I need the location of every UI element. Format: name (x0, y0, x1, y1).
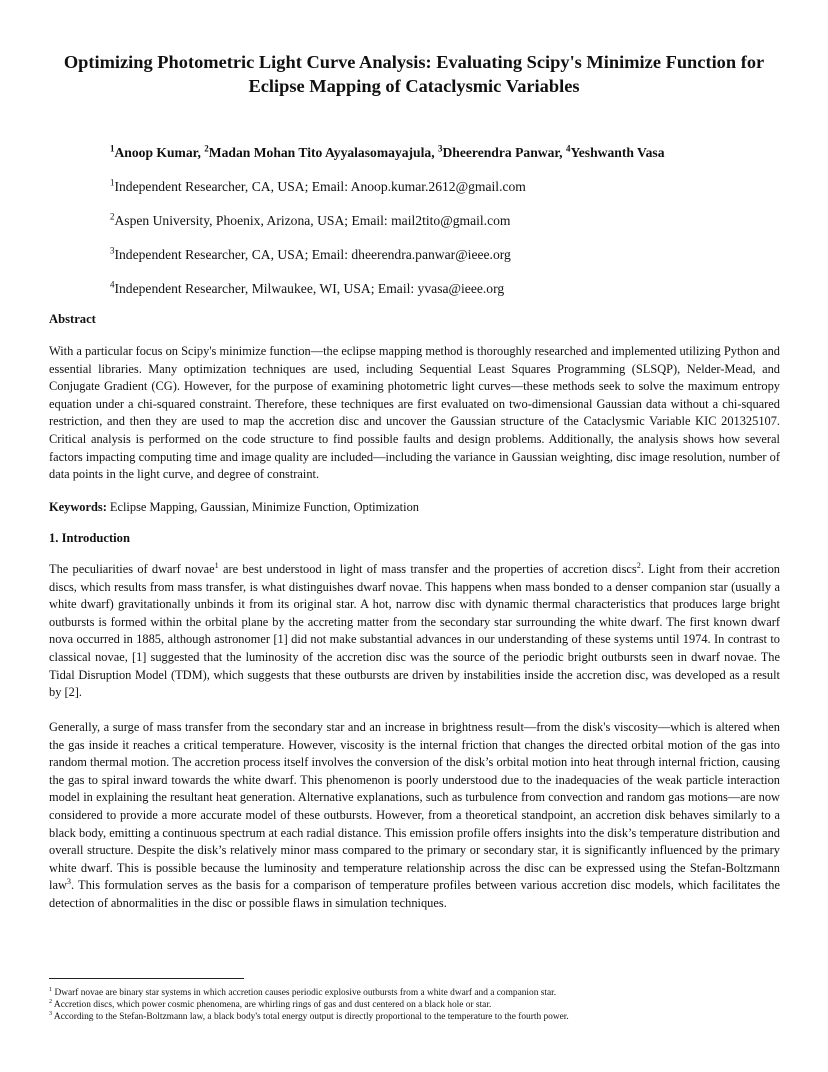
footnote-ref-1: 1 (214, 560, 219, 570)
footnote-ref-3: 3 (66, 877, 71, 887)
affiliation-4: $^4$Independent Researcher, Milwaukee, WI, USA; Email: yvasa@ieee.org (110, 279, 505, 296)
intro-paragraph-1: The peculiarities of dwarf novae$^1$ are best understood in light of mass transfer and the properties of accretion discs$^2$. Light from their accretion discs, which results from mass transfer, is what distinguishes dwarf novae. This happens when mass bonded to a denser companion star (usually a white dwarf) gravitationally unbinds it from its original star. A hot, narrow disc with dynamic thermal characteristics that produces large bright outbursts is formed within the orbital plane by the accreting matter from the secondary star surrounding the white dwarf. The first known dwarf nova occurred in 1885, although astronomer [1] did not make substantial advances in our understanding of these systems until 1974. In contrast to classical novae, [1] suggested that the luminosity of the accretion disc was the source of the periodic bright outbursts seen in dwarf novae. The Tidal Disruption Model (TDM), which suggests that these outbursts are driven by instabilities inside the accretion disc, was developed as a result by [2]. (49, 560, 780, 700)
affiliation-3: $^3$Independent Researcher, CA, USA; Email: dheerendra.panwar@ieee.org (110, 245, 511, 262)
author-list (110, 145, 665, 161)
author-4: $^4$Yeshwanth Vasa (565, 143, 665, 160)
introduction-heading: 1. Introduction (49, 531, 130, 545)
abstract-text: With a particular focus on Scipy's minimize function—the eclipse mapping method is thoroughly researched and implemented utilizing Python and essential libraries. Many optimization techniques are used, including Sequential Least Squares Programming (SLSQP), Nelder-Mead, and Conjugate Gradient (CG). However, for the purpose of examining photometric light curves—these methods seek to solve the maximum entropy equation under a chi-squared constraint. Therefore, these techniques are first evaluated on two-dimensional Gaussian data without a chi-squared restriction, and then they are used to map the accretion disc and uncover the Gaussian structure of the Cataclysmic Variable KIC 201325107. Critical analysis is performed on the code structure to find possible faults and design problems. Additionally, the analysis shows how several factors impacting computing time and image quality are included—including the variance in Gaussian weighting, disc image resolution, number of data points in the light curve, and degree of constraint. (49, 344, 780, 482)
footnote-ref-2: 2 (636, 560, 641, 570)
abstract-heading: Abstract (49, 312, 96, 326)
title-line-2: Eclipse Mapping of Cataclysmic Variables (248, 76, 580, 96)
keywords-text: Eclipse Mapping, Gaussian, Minimize Function, Optimization (106, 500, 419, 514)
title-line-1: Optimizing Photometric Light Curve Analysis: Evaluating Scipy's Minimize Function for (63, 52, 765, 72)
author-3: $^3$Dheerendra Panwar, (438, 143, 566, 160)
footnote-2: $^2$ Accretion discs, which power cosmic phenomena, are whirling rings of gas and dust centered on a black hole or star. (49, 997, 492, 1010)
footnote-3: $^3$ According to the Stefan-Boltzmann law, a black body's total energy output is directly proportional to the temperature to the fourth power. (49, 1009, 569, 1022)
intro-paragraph-2: Generally, a surge of mass transfer from the secondary star and an increase in brightness result—from the disk's viscosity—which is altered when the gas inside it reaches a critical temperature. However, viscosity is the internal friction that changes the directed orbital motion of the gas into random thermal motion. The accretion process itself involves the conversion of the disk’s orbital motion into heat through internal friction, causing the gas to spiral inward towards the white dwarf. This phenomenon is poorly understood due to the inadequacies of the weak particle interaction model in explaining the resultant heat generation. Alternative explanations, such as turbulence from convection and random gas motions—are now considered to provide a more accurate model of these outbursts. However, from a theoretical standpoint, an accretion disk behaves similarly to a black body, emitting a continuous spectrum at each radial distance. This emission profile offers insights into the disk’s temperature distribution and overall structure. Despite the disk’s relatively minor mass compared to the primary or secondary star, it is significantly influenced by the primary white dwarf. This is possible because the luminosity and temperature relationship across the disc can be expressed using the Stefan-Boltzmann law$^3$. This formulation serves as the basis for a comparison of temperature profiles between various accretion disc models, which facilitates the detection of abnormalities in the disc or possible flaws in simulation techniques. (49, 720, 780, 910)
affiliation-2: $^2$Aspen University, Phoenix, Arizona, USA; Email: mail2tito@gmail.com (110, 211, 511, 228)
paper-title (40, 50, 788, 98)
author-1: $^1$Anoop Kumar, (110, 143, 205, 160)
author-2: $^2$Madan Mohan Tito Ayyalasomayajula, (204, 143, 438, 160)
footnote-1: $^1$ Dwarf novae are binary star systems in which accretion causes periodic explosive outbursts from a white dwarf and a companion star. (49, 985, 557, 998)
keywords-label: Keywords: (49, 500, 107, 514)
keywords (49, 500, 419, 515)
affiliation-1: $^1$Independent Researcher, CA, USA; Email: Anoop.kumar.2612@gmail.com (110, 177, 526, 194)
footnote-divider (49, 978, 244, 979)
